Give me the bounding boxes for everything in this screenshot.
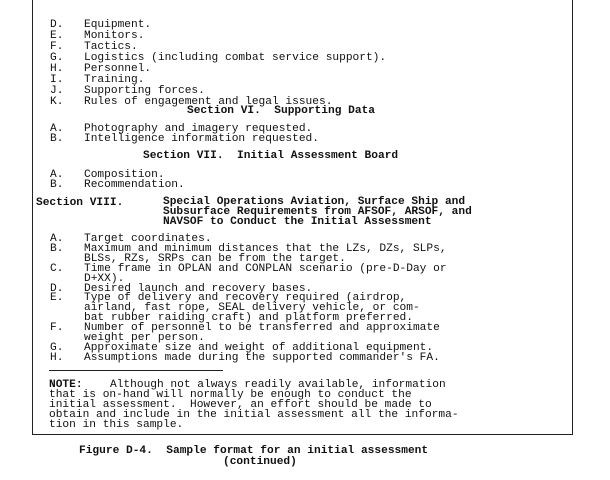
list-letter: C. xyxy=(50,263,64,275)
list-text: Personnel. xyxy=(84,63,152,75)
list-text: Recommendation. xyxy=(84,179,185,191)
list-letter: G. xyxy=(50,52,64,64)
section-8-label: Section VIII. xyxy=(36,197,124,209)
list-text: Monitors. xyxy=(84,30,145,42)
list-letter: A. xyxy=(50,169,64,181)
section-7-heading: Section VII. Initial Assessment Board xyxy=(143,150,399,162)
note-text: initial assessment. However, an effort should be made to xyxy=(49,399,432,411)
figure-caption-continued: (continued) xyxy=(223,456,297,468)
list-text: Supporting forces. xyxy=(84,85,205,97)
list-letter: A. xyxy=(50,123,64,135)
list-letter: I. xyxy=(50,74,64,86)
list-letter: B. xyxy=(50,133,64,145)
list-text: Assumptions made during the supported commander's FA. xyxy=(84,352,440,364)
list-text: Time frame in OPLAN and CONPLAN scenario (pre-D-Day or xyxy=(84,263,447,275)
list-letter: F. xyxy=(50,41,64,53)
list-letter: K. xyxy=(50,96,64,108)
list-text: Approximate size and weight of additional equipment. xyxy=(84,342,434,354)
note-text: obtain and include in the initial assessment all the informa- xyxy=(49,409,459,421)
figure-caption: Figure D-4. Sample format for an initial assessment xyxy=(79,445,429,457)
list-text: Equipment. xyxy=(84,19,152,31)
list-text: Tactics. xyxy=(84,41,138,53)
list-letter: J. xyxy=(50,85,64,97)
note-text: that is on-hand will normally be enough to conduct the xyxy=(49,389,412,401)
list-text: airland, fast rope, SEAL delivery vehicle, or com- xyxy=(84,302,420,314)
list-letter: B. xyxy=(50,243,64,255)
list-letter: A. xyxy=(50,233,64,245)
list-text: Intelligence information requested. xyxy=(84,133,319,145)
note-text: Although not always readily available, information xyxy=(110,379,446,391)
list-text: Type of delivery and recovery required (airdrop, xyxy=(84,292,407,304)
list-text: Desired launch and recovery bases. xyxy=(84,283,313,295)
list-text: Photography and imagery requested. xyxy=(84,123,313,135)
list-letter: D. xyxy=(50,19,64,31)
list-text: Maximum and minimum distances that the LZs, DZs, SLPs, xyxy=(84,243,447,255)
list-text: bat rubber raiding craft) and platform preferred. xyxy=(84,312,413,324)
list-letter: B. xyxy=(50,179,64,191)
list-letter: E. xyxy=(50,292,64,304)
section-8-title: Subsurface Requirements from AFSOF, ARSOF, and xyxy=(163,206,472,218)
list-text: Target coordinates. xyxy=(84,233,212,245)
section-8-title: NAVSOF to Conduct the Initial Assessment xyxy=(163,216,432,228)
list-text: D+XX). xyxy=(84,273,125,285)
note-separator xyxy=(49,370,223,371)
list-text: Composition. xyxy=(84,169,165,181)
list-text: Number of personnel to be transferred and approximate xyxy=(84,322,440,334)
list-text: Training. xyxy=(84,74,145,86)
list-text: BLSs, RZs, SRPs can be from the target. xyxy=(84,253,346,265)
list-letter: E. xyxy=(50,30,64,42)
list-letter: D. xyxy=(50,283,64,295)
section-8-title: Special Operations Aviation, Surface Ship and xyxy=(163,196,466,208)
list-text: Rules of engagement and legal issues. xyxy=(84,96,333,108)
list-text: weight per person. xyxy=(84,332,205,344)
list-letter: F. xyxy=(50,322,64,334)
list-letter: H. xyxy=(50,352,64,364)
section-6-heading: Section VI. Supporting Data xyxy=(187,105,375,117)
list-text: Logistics (including combat service support). xyxy=(84,52,387,64)
note-text: tion in this sample. xyxy=(49,419,184,431)
list-letter: G. xyxy=(50,342,64,354)
note-label: NOTE: xyxy=(49,379,83,391)
list-letter: H. xyxy=(50,63,64,75)
